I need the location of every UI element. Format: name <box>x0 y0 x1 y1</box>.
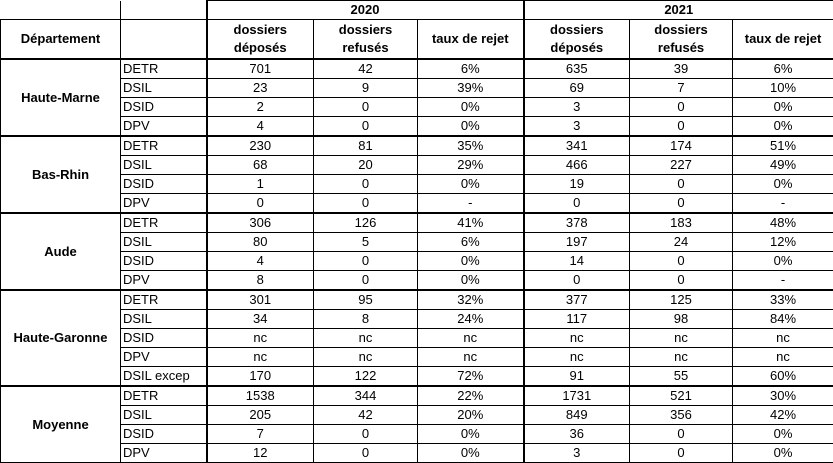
cell-taux-2021: 6% <box>733 59 833 79</box>
department-name: Bas-Rhin <box>1 136 121 213</box>
cell-refuses-2020: 122 <box>314 367 418 387</box>
cell-refuses-2020: 0 <box>314 271 418 291</box>
cell-refuses-2021: 356 <box>630 406 733 425</box>
cell-taux-2020: 29% <box>418 156 524 175</box>
cell-taux-2021: - <box>733 194 833 214</box>
cell-deposes-2021: 341 <box>524 136 630 156</box>
cell-refuses-2020: 42 <box>314 59 418 79</box>
table-row <box>1 175 833 194</box>
cell-taux-2021: 33% <box>733 290 833 310</box>
corner-cell <box>121 1 207 20</box>
grant-type: DETR <box>121 59 207 79</box>
cell-taux-2021: 10% <box>733 79 833 98</box>
cell-deposes-2021: 0 <box>524 271 630 291</box>
cell-taux-2020: nc <box>418 329 524 348</box>
cell-refuses-2020: 126 <box>314 213 418 233</box>
cell-taux-2021: 30% <box>733 386 833 406</box>
cell-taux-2021: 0% <box>733 98 833 117</box>
cell-taux-2020: 72% <box>418 367 524 387</box>
cell-taux-2020: 35% <box>418 136 524 156</box>
year-header-2020: 2020 <box>207 1 524 20</box>
department-name: Moyenne <box>1 386 121 463</box>
cell-refuses-2020: nc <box>314 329 418 348</box>
grant-type: DETR <box>121 213 207 233</box>
cell-refuses-2020: 0 <box>314 175 418 194</box>
cell-deposes-2020: 205 <box>207 406 314 425</box>
table-row <box>1 406 833 425</box>
cell-deposes-2021: 3 <box>524 98 630 117</box>
cell-deposes-2021: 635 <box>524 59 630 79</box>
grant-type: DSIL <box>121 233 207 252</box>
table-row <box>1 136 833 156</box>
table-row <box>1 194 833 214</box>
cell-refuses-2021: 0 <box>630 98 733 117</box>
cell-taux-2021: 42% <box>733 406 833 425</box>
col-header-deposes-2021: dossiers déposés <box>524 20 630 60</box>
cell-deposes-2020: 23 <box>207 79 314 98</box>
grant-type: DSID <box>121 175 207 194</box>
cell-taux-2020: 0% <box>418 117 524 137</box>
column-header-row <box>1 20 833 60</box>
grant-type: DPV <box>121 271 207 291</box>
cell-refuses-2021: 227 <box>630 156 733 175</box>
table-row <box>1 348 833 367</box>
grant-type: DSIL <box>121 156 207 175</box>
cell-refuses-2021: nc <box>630 329 733 348</box>
cell-deposes-2020: 12 <box>207 444 314 463</box>
grant-type: DSID <box>121 98 207 117</box>
cell-refuses-2021: 0 <box>630 271 733 291</box>
grant-type: DPV <box>121 194 207 214</box>
col-header-refuses-2020: dossiers refusés <box>314 20 418 60</box>
table-row <box>1 213 833 233</box>
table-row <box>1 367 833 387</box>
cell-taux-2020: 6% <box>418 59 524 79</box>
cell-refuses-2021: 183 <box>630 213 733 233</box>
cell-deposes-2021: 36 <box>524 425 630 444</box>
cell-refuses-2020: 5 <box>314 233 418 252</box>
cell-deposes-2020: 2 <box>207 98 314 117</box>
cell-deposes-2020: 4 <box>207 117 314 137</box>
cell-deposes-2021: 3 <box>524 444 630 463</box>
col-header-taux-2021: taux de rejet <box>733 20 833 60</box>
cell-refuses-2021: 98 <box>630 310 733 329</box>
cell-refuses-2020: 8 <box>314 310 418 329</box>
cell-deposes-2020: 306 <box>207 213 314 233</box>
grant-type: DPV <box>121 444 207 463</box>
cell-deposes-2021: nc <box>524 348 630 367</box>
cell-taux-2020: 39% <box>418 79 524 98</box>
cell-refuses-2021: 0 <box>630 444 733 463</box>
grant-type: DSID <box>121 425 207 444</box>
cell-refuses-2021: nc <box>630 348 733 367</box>
cell-refuses-2020: 0 <box>314 252 418 271</box>
cell-deposes-2020: 701 <box>207 59 314 79</box>
grant-type: DETR <box>121 386 207 406</box>
cell-deposes-2021: 14 <box>524 252 630 271</box>
cell-taux-2020: 24% <box>418 310 524 329</box>
table-row <box>1 98 833 117</box>
table-row <box>1 117 833 137</box>
cell-taux-2020: 6% <box>418 233 524 252</box>
cell-taux-2020: 0% <box>418 252 524 271</box>
grant-type: DSIL <box>121 79 207 98</box>
cell-taux-2021: 0% <box>733 425 833 444</box>
cell-taux-2021: 48% <box>733 213 833 233</box>
cell-taux-2020: 20% <box>418 406 524 425</box>
department-name: Aude <box>1 213 121 290</box>
cell-deposes-2021: 117 <box>524 310 630 329</box>
table-row <box>1 290 833 310</box>
grant-type: DETR <box>121 290 207 310</box>
grant-type: DPV <box>121 117 207 137</box>
grant-type: DETR <box>121 136 207 156</box>
cell-taux-2021: - <box>733 271 833 291</box>
cell-deposes-2020: 301 <box>207 290 314 310</box>
cell-refuses-2021: 521 <box>630 386 733 406</box>
department-name: Haute-Marne <box>1 59 121 136</box>
grant-type: DPV <box>121 348 207 367</box>
cell-deposes-2021: nc <box>524 329 630 348</box>
cell-taux-2021: nc <box>733 348 833 367</box>
cell-deposes-2021: 466 <box>524 156 630 175</box>
cell-deposes-2020: nc <box>207 348 314 367</box>
cell-deposes-2021: 69 <box>524 79 630 98</box>
table-row <box>1 233 833 252</box>
table-row <box>1 252 833 271</box>
cell-taux-2020: 0% <box>418 425 524 444</box>
cell-taux-2020: 0% <box>418 444 524 463</box>
cell-taux-2020: nc <box>418 348 524 367</box>
cell-taux-2021: 60% <box>733 367 833 387</box>
cell-refuses-2020: 0 <box>314 444 418 463</box>
cell-refuses-2021: 125 <box>630 290 733 310</box>
cell-deposes-2020: 8 <box>207 271 314 291</box>
cell-taux-2020: 0% <box>418 271 524 291</box>
cell-deposes-2020: nc <box>207 329 314 348</box>
cell-refuses-2021: 0 <box>630 117 733 137</box>
cell-refuses-2021: 39 <box>630 59 733 79</box>
cell-taux-2021: 0% <box>733 117 833 137</box>
department-header: Département <box>1 20 121 60</box>
cell-taux-2021: 84% <box>733 310 833 329</box>
cell-deposes-2020: 7 <box>207 425 314 444</box>
cell-taux-2021: 49% <box>733 156 833 175</box>
year-header-2021: 2021 <box>524 1 833 20</box>
cell-refuses-2020: 0 <box>314 98 418 117</box>
cell-deposes-2021: 377 <box>524 290 630 310</box>
cell-refuses-2021: 174 <box>630 136 733 156</box>
grant-type: DSIL <box>121 310 207 329</box>
cell-refuses-2020: 20 <box>314 156 418 175</box>
cell-deposes-2021: 3 <box>524 117 630 137</box>
table-row <box>1 329 833 348</box>
cell-taux-2021: 51% <box>733 136 833 156</box>
grant-type: DSIL <box>121 406 207 425</box>
corner-cell <box>1 1 121 20</box>
cell-refuses-2020: nc <box>314 348 418 367</box>
cell-refuses-2020: 0 <box>314 117 418 137</box>
cell-deposes-2021: 197 <box>524 233 630 252</box>
cell-refuses-2021: 7 <box>630 79 733 98</box>
col-header-deposes-2020: dossiers déposés <box>207 20 314 60</box>
cell-deposes-2021: 1731 <box>524 386 630 406</box>
grant-type: DSID <box>121 329 207 348</box>
cell-refuses-2021: 0 <box>630 194 733 214</box>
cell-taux-2020: 0% <box>418 175 524 194</box>
table-row <box>1 271 833 291</box>
cell-refuses-2020: 81 <box>314 136 418 156</box>
cell-deposes-2020: 34 <box>207 310 314 329</box>
cell-deposes-2020: 230 <box>207 136 314 156</box>
cell-refuses-2020: 95 <box>314 290 418 310</box>
cell-refuses-2021: 55 <box>630 367 733 387</box>
cell-deposes-2020: 0 <box>207 194 314 214</box>
department-name: Haute-Garonne <box>1 290 121 386</box>
cell-refuses-2021: 0 <box>630 175 733 194</box>
cell-deposes-2020: 68 <box>207 156 314 175</box>
cell-deposes-2020: 1 <box>207 175 314 194</box>
table-row <box>1 310 833 329</box>
cell-taux-2020: - <box>418 194 524 214</box>
grant-type: DSIL excep <box>121 367 207 387</box>
cell-deposes-2020: 170 <box>207 367 314 387</box>
cell-taux-2020: 22% <box>418 386 524 406</box>
cell-deposes-2021: 0 <box>524 194 630 214</box>
cell-refuses-2020: 344 <box>314 386 418 406</box>
cell-taux-2021: 0% <box>733 444 833 463</box>
cell-refuses-2020: 0 <box>314 194 418 214</box>
cell-deposes-2021: 378 <box>524 213 630 233</box>
cell-deposes-2020: 1538 <box>207 386 314 406</box>
cell-deposes-2021: 91 <box>524 367 630 387</box>
cell-taux-2021: 0% <box>733 252 833 271</box>
table-body <box>1 59 833 463</box>
cell-taux-2021: nc <box>733 329 833 348</box>
table-row <box>1 386 833 406</box>
cell-refuses-2021: 0 <box>630 252 733 271</box>
cell-taux-2020: 0% <box>418 98 524 117</box>
col-header-refuses-2021: dossiers refusés <box>630 20 733 60</box>
table-row <box>1 59 833 79</box>
cell-refuses-2020: 0 <box>314 425 418 444</box>
table-row <box>1 79 833 98</box>
table-row <box>1 156 833 175</box>
cell-deposes-2021: 19 <box>524 175 630 194</box>
table-row <box>1 425 833 444</box>
cell-taux-2021: 12% <box>733 233 833 252</box>
cell-deposes-2020: 80 <box>207 233 314 252</box>
cell-refuses-2020: 42 <box>314 406 418 425</box>
cell-deposes-2021: 849 <box>524 406 630 425</box>
cell-refuses-2021: 24 <box>630 233 733 252</box>
col-header-taux-2020: taux de rejet <box>418 20 524 60</box>
year-header-row <box>1 1 833 20</box>
category-header <box>121 20 207 60</box>
cell-refuses-2020: 9 <box>314 79 418 98</box>
grant-type: DSID <box>121 252 207 271</box>
cell-taux-2020: 32% <box>418 290 524 310</box>
cell-refuses-2021: 0 <box>630 425 733 444</box>
cell-taux-2020: 41% <box>418 213 524 233</box>
cell-deposes-2020: 4 <box>207 252 314 271</box>
cell-taux-2021: 0% <box>733 175 833 194</box>
